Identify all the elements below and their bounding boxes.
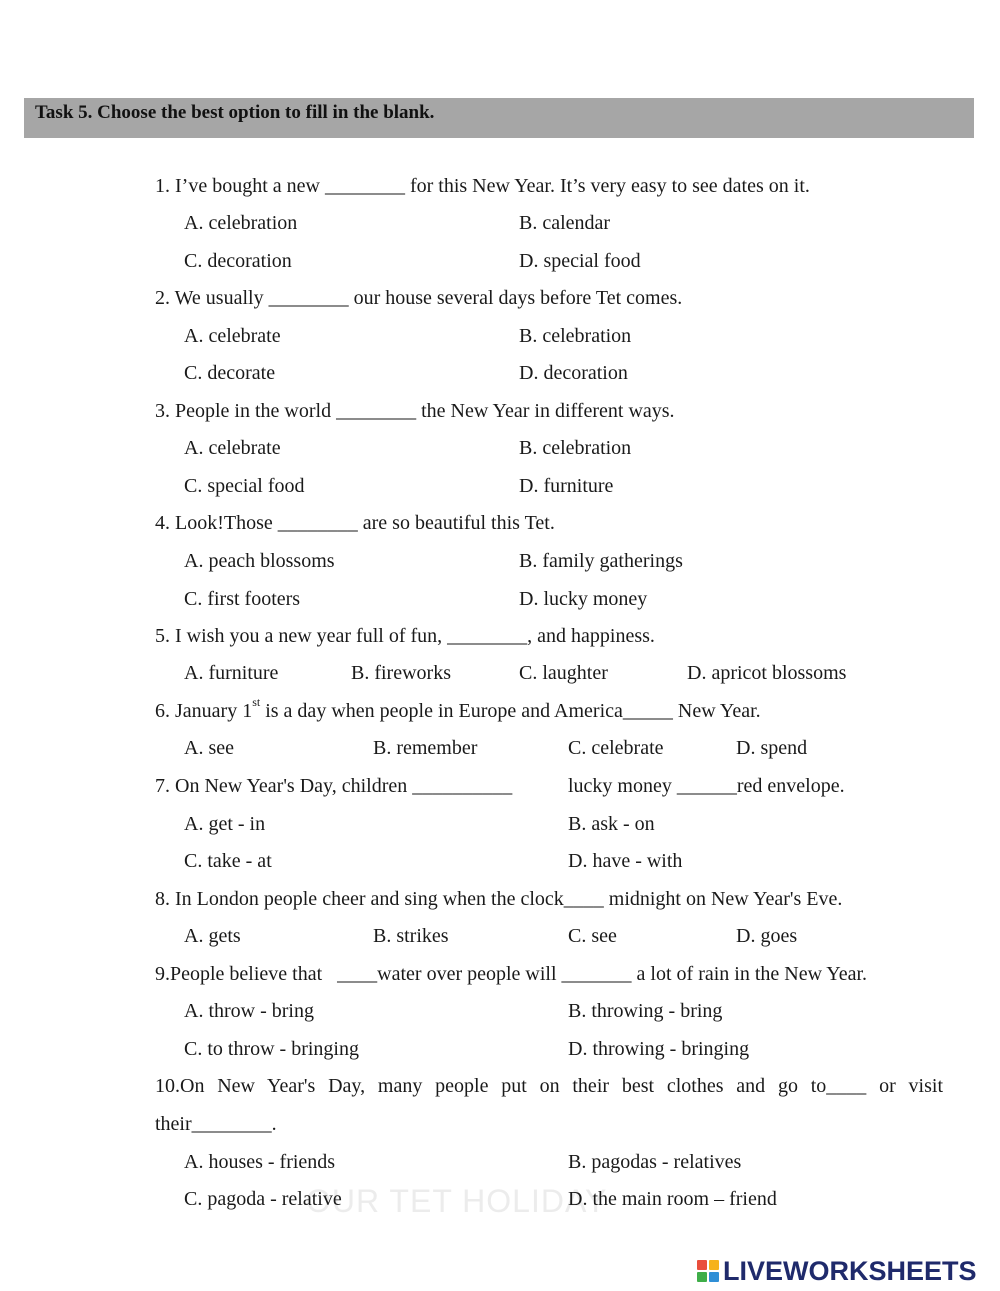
question-8-option-d[interactable]: D. goes: [736, 925, 798, 947]
question-4-option-a[interactable]: A. peach blossoms: [184, 550, 335, 572]
question-1-option-b[interactable]: B. calendar: [519, 212, 611, 234]
question-3-stem: 3. People in the world ________ the New Year in different ways.: [155, 400, 675, 422]
question-9-option-d[interactable]: D. throwing - bringing: [568, 1038, 750, 1060]
logo-square-red: [697, 1260, 707, 1270]
question-5-option-a[interactable]: A. furniture: [184, 662, 279, 684]
question-3-option-c[interactable]: C. special food: [184, 475, 305, 497]
question-6-ordinal-suffix: st: [252, 695, 261, 710]
question-10-option-a[interactable]: A. houses - friends: [184, 1151, 336, 1173]
question-6-option-c[interactable]: C. celebrate: [568, 737, 664, 759]
watermark-text: OUR TET HOLIDAY: [306, 1183, 608, 1219]
question-7-option-a[interactable]: A. get - in: [184, 813, 266, 835]
question-10-option-b[interactable]: B. pagodas - relatives: [568, 1151, 742, 1173]
question-3-option-a[interactable]: A. celebrate: [184, 437, 281, 459]
question-2-option-d[interactable]: D. decoration: [519, 362, 628, 384]
question-10-stem-line-1: 10.On New Year's Day, many people put on their best clothes and go to____ or visit: [155, 1075, 943, 1097]
logo-square-yellow: [709, 1260, 719, 1270]
question-7-stem: 7. On New Year's Day, children __________: [155, 775, 513, 797]
question-9-option-c[interactable]: C. to throw - bringing: [184, 1038, 359, 1060]
question-7-option-d[interactable]: D. have - with: [568, 850, 683, 872]
question-1-option-a[interactable]: A. celebration: [184, 212, 298, 234]
liveworksheets-logo: [697, 1257, 977, 1285]
question-5-option-d[interactable]: D. apricot blossoms: [687, 662, 847, 684]
question-9-stem: 9.People believe that ____water over people will _______ a lot of rain in the New Year.: [155, 963, 868, 985]
logo-square-blue: [709, 1272, 719, 1282]
question-6-stem-rest: is a day when people in Europe and America_____ New Year.: [260, 700, 761, 722]
question-7-option-c[interactable]: C. take - at: [184, 850, 272, 872]
logo-square-green: [697, 1272, 707, 1282]
question-7-stem-continued: lucky money ______red envelope.: [568, 775, 845, 797]
logo-text: LIVEWORKSHEETS: [723, 1255, 977, 1286]
question-2-option-a[interactable]: A. celebrate: [184, 325, 281, 347]
question-1-option-d[interactable]: D. special food: [519, 250, 641, 272]
question-1-stem: 1. I’ve bought a new ________ for this New Year. It’s very easy to see dates on it.: [155, 175, 810, 197]
question-6-option-d[interactable]: D. spend: [736, 737, 808, 759]
question-4-option-c[interactable]: C. first footers: [184, 588, 301, 610]
logo-mark-icon: [697, 1260, 719, 1282]
question-2-option-c[interactable]: C. decorate: [184, 362, 276, 384]
question-4-option-d[interactable]: D. lucky money: [519, 588, 648, 610]
question-5-option-b[interactable]: B. fireworks: [351, 662, 451, 684]
question-1-option-c[interactable]: C. decoration: [184, 250, 292, 272]
question-7-option-b[interactable]: B. ask - on: [568, 813, 655, 835]
question-2-stem: 2. We usually ________ our house several days before Tet comes.: [155, 287, 683, 309]
question-2-option-b[interactable]: B. celebration: [519, 325, 632, 347]
question-4-option-b[interactable]: B. family gatherings: [519, 550, 683, 572]
question-8-option-b[interactable]: B. strikes: [373, 925, 449, 947]
question-6-option-a[interactable]: A. see: [184, 737, 234, 759]
question-8-option-c[interactable]: C. see: [568, 925, 617, 947]
question-6-option-b[interactable]: B. remember: [373, 737, 478, 759]
question-9-option-b[interactable]: B. throwing - bring: [568, 1000, 723, 1022]
question-3-option-d[interactable]: D. furniture: [519, 475, 614, 497]
task-header-bar: [24, 98, 974, 138]
question-9-option-a[interactable]: A. throw - bring: [184, 1000, 314, 1022]
question-3-option-b[interactable]: B. celebration: [519, 437, 632, 459]
question-8-stem: 8. In London people cheer and sing when the clock____ midnight on New Year's Eve.: [155, 888, 843, 910]
question-5-option-c[interactable]: C. laughter: [519, 662, 608, 684]
question-6-stem: [155, 695, 761, 723]
question-10-stem-line-2: their________.: [155, 1113, 277, 1135]
question-6-stem-text: 6. January 1: [155, 700, 253, 722]
question-10-option-d[interactable]: D. the main room – friend: [568, 1188, 777, 1210]
task-title: Task 5. Choose the best option to fill in the blank.: [35, 102, 435, 123]
question-8-option-a[interactable]: A. gets: [184, 925, 241, 947]
question-5-stem: 5. I wish you a new year full of fun, ________, and happiness.: [155, 625, 655, 647]
question-10-option-c[interactable]: C. pagoda - relative: [184, 1188, 342, 1210]
question-4-stem: 4. Look!Those ________ are so beautiful this Tet.: [155, 512, 555, 534]
